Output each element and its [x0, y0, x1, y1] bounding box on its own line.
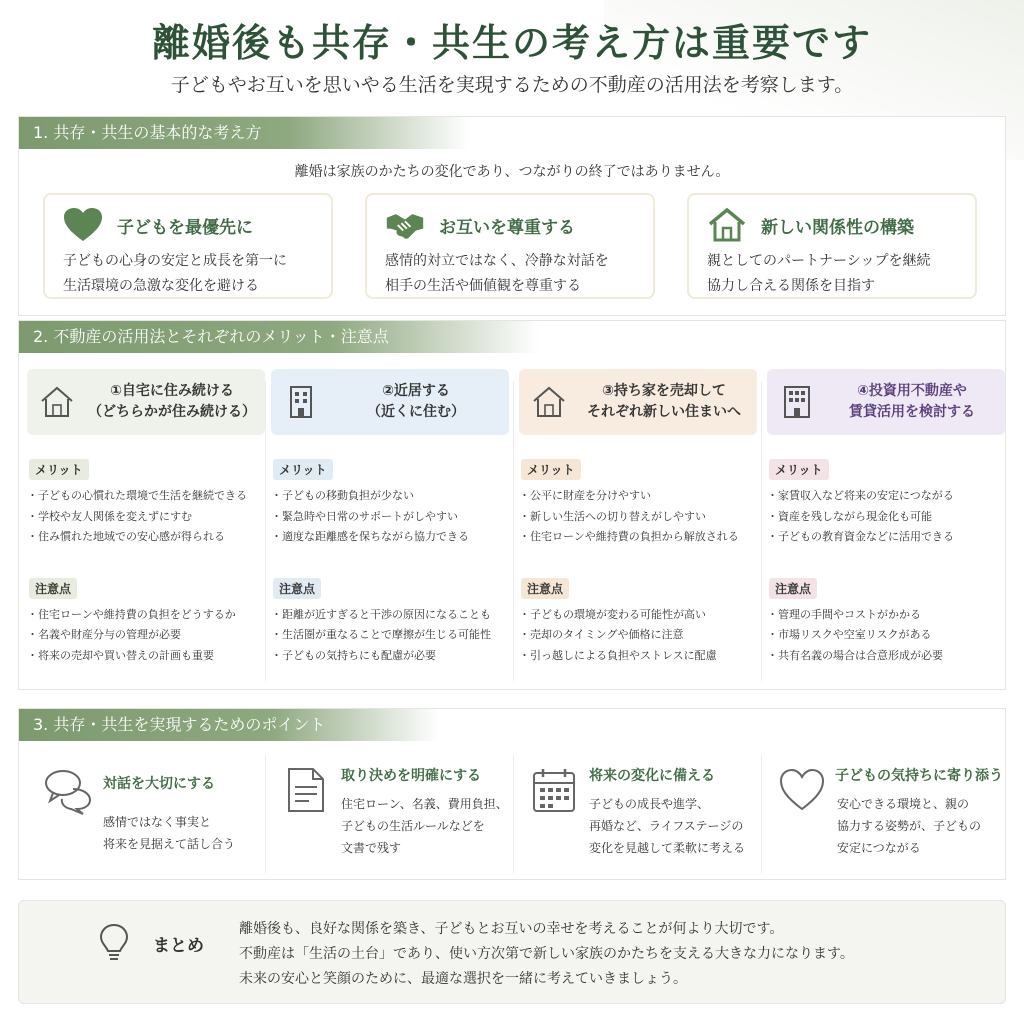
list-item: ・資産を残しながら現金化も可能	[767, 509, 932, 523]
option-stay-home	[27, 369, 265, 685]
list-item: ・引っ越しによる負担やストレスに配慮	[519, 648, 717, 662]
divider	[761, 755, 762, 873]
list-item: ・適度な距離感を保ちながら協力できる	[271, 530, 469, 543]
option-sell-home	[519, 369, 757, 685]
card-line: 感情的対立ではなく、冷静な対話を	[385, 253, 609, 269]
divider	[761, 381, 762, 681]
house-icon	[707, 207, 747, 243]
option-title: （どちらかが住み続ける）	[88, 404, 256, 420]
point-line: 文書で残す	[341, 841, 402, 855]
caution-tag: 注意点	[769, 578, 817, 599]
page-subtitle: 子どもやお互いを思いやる生活を実現するための不動産の活用法を考察します。	[170, 74, 854, 96]
section-basic-concepts	[18, 116, 1006, 316]
option-title: （近くに住む）	[367, 404, 465, 420]
caution-tag: 注意点	[273, 578, 321, 599]
merit-tag: メリット	[273, 459, 333, 480]
section-heading: 3. 共存・共生を実現するためのポイント	[19, 709, 439, 741]
section-heading: 2. 不動産の活用法とそれぞれのメリット・注意点	[19, 321, 539, 353]
card-new-relationship	[687, 193, 977, 299]
divider	[265, 381, 266, 681]
card-line: 子どもの心身の安定と成長を第一に	[63, 253, 287, 269]
point-line: 将来を見据えて話し合う	[103, 837, 236, 851]
option-title: ②近居する	[382, 383, 450, 399]
chat-bubbles-icon	[43, 765, 93, 815]
divider	[513, 755, 514, 873]
list-item: ・市場リスクや空室リスクがある	[767, 628, 932, 641]
list-item: ・将来の売却や買い替えの計画も重要	[27, 648, 214, 662]
section-key-points	[18, 708, 1006, 880]
list-item: ・子どもの心慣れた環境で生活を継続できる	[27, 489, 247, 502]
card-line: 相手の生活や価値観を尊重する	[385, 278, 581, 294]
option-title: それぞれ新しい住まいへ	[587, 404, 741, 420]
option-live-nearby	[271, 369, 509, 685]
option-title: 賃貸活用を検討する	[849, 404, 975, 420]
option-title: ③持ち家を売却して	[602, 383, 726, 399]
point-line: 安定につながる	[837, 841, 921, 855]
list-item: ・新しい生活への切り替えがしやすい	[519, 509, 706, 523]
point-child-feelings	[767, 759, 1007, 869]
card-line: 協力し合える関係を目指す	[707, 278, 875, 294]
office-building-icon	[779, 384, 815, 420]
point-title: 将来の変化に備える	[589, 768, 715, 784]
option-header	[767, 369, 1005, 435]
card-title: 子どもを最優先に	[117, 217, 253, 238]
section-intro: 離婚は家族のかたちの変化であり、つながりの終了ではありません。	[294, 164, 730, 180]
house-icon	[531, 384, 567, 420]
list-item: ・生活圏が重なることで摩擦が生じる可能性	[271, 628, 491, 641]
list-item: ・子どもの環境が変わる可能性が高い	[519, 607, 706, 621]
list-item: ・管理の手間やコストがかかる	[767, 607, 921, 621]
point-line: 協力する姿勢が、子どもの	[837, 819, 982, 833]
caution-tag: 注意点	[29, 578, 77, 599]
list-item: ・公平に財産を分けやすい	[519, 489, 651, 502]
summary-line: 離婚後も、良好な関係を築き、子どもとお互いの幸せを考えることが何より大切です。	[239, 921, 784, 937]
summary-line: 未来の安心と笑顔のために、最適な選択を一緒に考えていきましょう。	[239, 971, 687, 987]
list-item: ・住宅ローンや維持費の負担をどうするか	[27, 607, 236, 621]
divider	[265, 755, 266, 873]
point-future-changes	[519, 759, 759, 869]
document-icon	[281, 765, 331, 815]
summary-line: 不動産は「生活の土台」であり、使い方次第で新しい家族のかたちを支える大きな力になります。	[239, 946, 854, 962]
lightbulb-icon	[97, 923, 131, 963]
point-line: 子どもの生活ルールなどを	[341, 819, 485, 833]
summary-label: まとめ	[153, 936, 204, 956]
point-line: 変化を見越して柔軟に考える	[589, 841, 746, 855]
list-item: ・子どもの教育資金などに活用できる	[767, 530, 954, 543]
summary-box	[18, 900, 1006, 1004]
divider	[513, 381, 514, 681]
list-item: ・住み慣れた地域での安心感が得られる	[27, 530, 225, 543]
option-header	[27, 369, 265, 435]
option-title: ④投資用不動産や	[857, 383, 967, 399]
point-line: 子どもの成長や進学、	[589, 797, 710, 811]
list-item: ・学校や友人関係を変えずにすむ	[27, 509, 192, 523]
calendar-icon	[529, 765, 579, 815]
option-title: ①自宅に住み続ける	[110, 383, 234, 399]
list-item: ・名義や財産分与の管理が必要	[27, 628, 181, 641]
merit-tag: メリット	[769, 459, 829, 480]
merit-tag: メリット	[521, 459, 581, 480]
page-title: 離婚後も共存・共生の考え方は重要です	[151, 20, 872, 65]
handshake-icon	[385, 207, 425, 243]
list-item: ・距離が近すぎると干渉の原因になることも	[271, 607, 491, 621]
card-child-first	[43, 193, 333, 299]
card-line: 生活環境の急激な変化を避ける	[63, 278, 259, 294]
option-header	[271, 369, 509, 435]
card-title: 新しい関係性の構築	[761, 217, 914, 238]
apartment-building-icon	[283, 384, 319, 420]
heart-outline-icon	[777, 765, 827, 815]
list-item: ・緊急時や日常のサポートがしやすい	[271, 509, 458, 523]
point-clear-agreement	[271, 759, 511, 869]
point-title: 取り決めを明確にする	[341, 768, 481, 784]
merit-tag: メリット	[29, 459, 89, 480]
list-item: ・子どもの気持ちにも配慮が必要	[271, 648, 436, 662]
option-header	[519, 369, 757, 435]
point-title: 対話を大切にする	[103, 776, 215, 792]
list-item: ・家賃収入など将来の安定につながる	[767, 489, 954, 502]
card-mutual-respect	[365, 193, 655, 299]
card-line: 親としてのパートナーシップを継続	[707, 253, 931, 269]
heart-icon	[63, 207, 103, 243]
point-line: 住宅ローン、名義、費用負担、	[341, 797, 508, 811]
point-line: 再婚など、ライフステージの	[589, 819, 744, 833]
option-investment-rental	[767, 369, 1005, 685]
point-title: 子どもの気持ちに寄り添う	[835, 768, 1003, 784]
list-item: ・住宅ローンや維持費の負担から解放される	[519, 530, 739, 543]
house-icon	[39, 384, 75, 420]
list-item: ・子どもの移動負担が少ない	[271, 489, 414, 502]
point-line: 安心できる環境と、親の	[837, 797, 970, 811]
section-heading: 1. 共存・共生の基本的な考え方	[19, 117, 469, 149]
list-item: ・売却のタイミングや価格に注意	[519, 628, 684, 641]
section-real-estate-options	[18, 320, 1006, 690]
caution-tag: 注意点	[521, 578, 569, 599]
point-dialogue	[33, 759, 273, 869]
card-title: お互いを尊重する	[439, 217, 575, 238]
point-line: 感情ではなく事実と	[103, 815, 212, 829]
list-item: ・共有名義の場合は合意形成が必要	[767, 648, 943, 662]
